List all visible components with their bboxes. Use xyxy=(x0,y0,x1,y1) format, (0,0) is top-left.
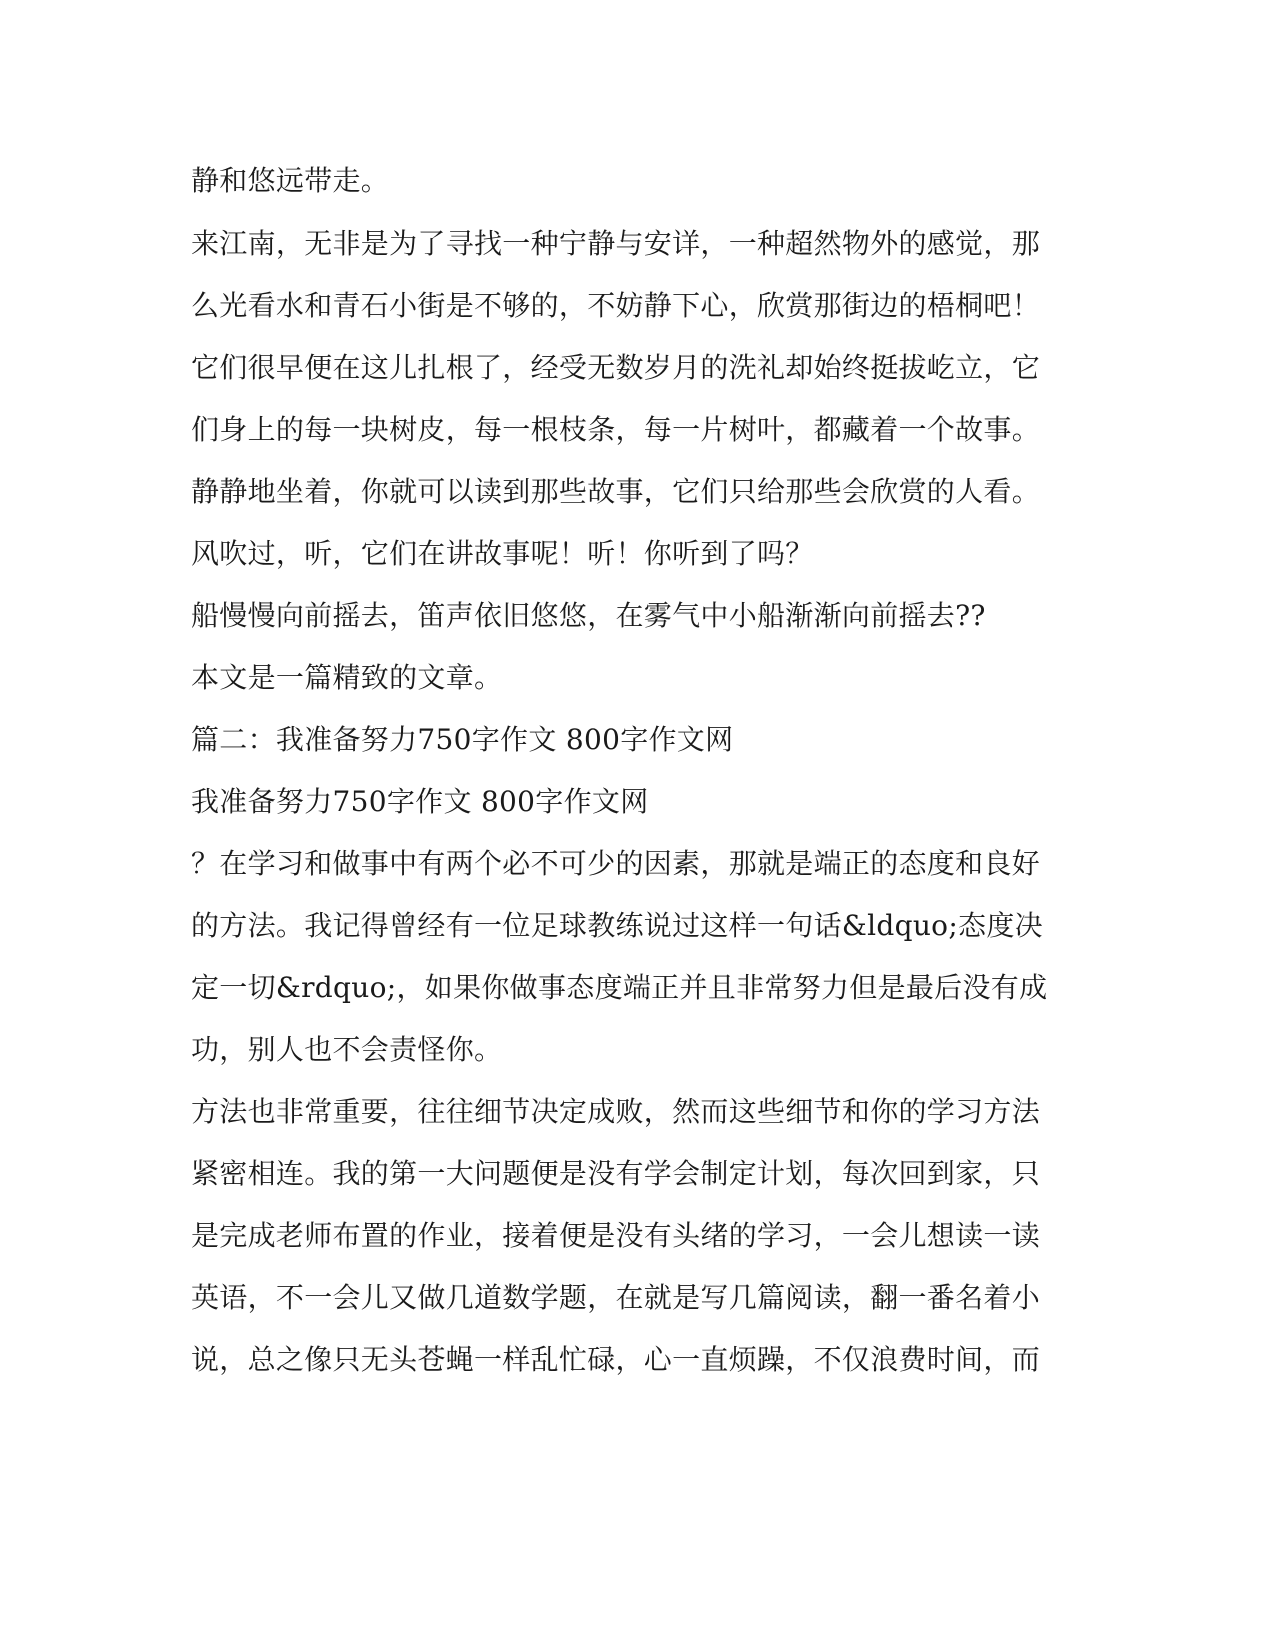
paragraph-line: 它们很早便在这儿扎根了，经受无数岁月的洗礼却始终挺拔屹立，它 xyxy=(191,351,1041,384)
article-title: 我准备努力750字作文 800字作文网 xyxy=(191,785,649,818)
paragraph-line: 来江南，无非是为了寻找一种宁静与安详，一种超然物外的感觉，那 xyxy=(191,227,1041,260)
paragraph-line: 方法也非常重要，往往细节决定成败，然而这些细节和你的学习方法 xyxy=(191,1095,1041,1128)
paragraph-line: 的方法。我记得曾经有一位足球教练说过这样一句话&ldquo;态度决 xyxy=(191,909,1043,942)
section-heading: 篇二：我准备努力750字作文 800字作文网 xyxy=(191,723,734,756)
paragraph-line: 定一切&rdquo;，如果你做事态度端正并且非常努力但是最后没有成 xyxy=(191,971,1048,1004)
paragraph-line: 静静地坐着，你就可以读到那些故事，它们只给那些会欣赏的人看。 xyxy=(191,475,1041,508)
paragraph-line: 风吹过，听，它们在讲故事呢！听！你听到了吗？ xyxy=(191,537,814,570)
paragraph-line: 英语，不一会儿又做几道数学题，在就是写几篇阅读，翻一番名着小 xyxy=(191,1281,1041,1314)
paragraph-line: 船慢慢向前摇去，笛声依旧悠悠，在雾气中小船渐渐向前摇去?? xyxy=(191,599,986,632)
paragraph-line: 说，总之像只无头苍蝇一样乱忙碌，心一直烦躁，不仅浪费时间，而 xyxy=(191,1343,1041,1376)
paragraph-line: 紧密相连。我的第一大问题便是没有学会制定计划，每次回到家，只 xyxy=(191,1157,1041,1190)
paragraph-line: ？在学习和做事中有两个必不可少的因素，那就是端正的态度和良好 xyxy=(191,847,1041,880)
paragraph-line: 静和悠远带走。 xyxy=(191,164,390,197)
paragraph-line: 么光看水和青石小街是不够的，不妨静下心，欣赏那街边的梧桐吧！ xyxy=(191,289,1041,322)
paragraph-line: 们身上的每一块树皮，每一根枝条，每一片树叶，都藏着一个故事。 xyxy=(191,413,1041,446)
paragraph-line: 本文是一篇精致的文章。 xyxy=(191,661,503,694)
paragraph-line: 是完成老师布置的作业，接着便是没有头绪的学习，一会儿想读一读 xyxy=(191,1219,1041,1252)
paragraph-line: 功，别人也不会责怪你。 xyxy=(191,1033,503,1066)
